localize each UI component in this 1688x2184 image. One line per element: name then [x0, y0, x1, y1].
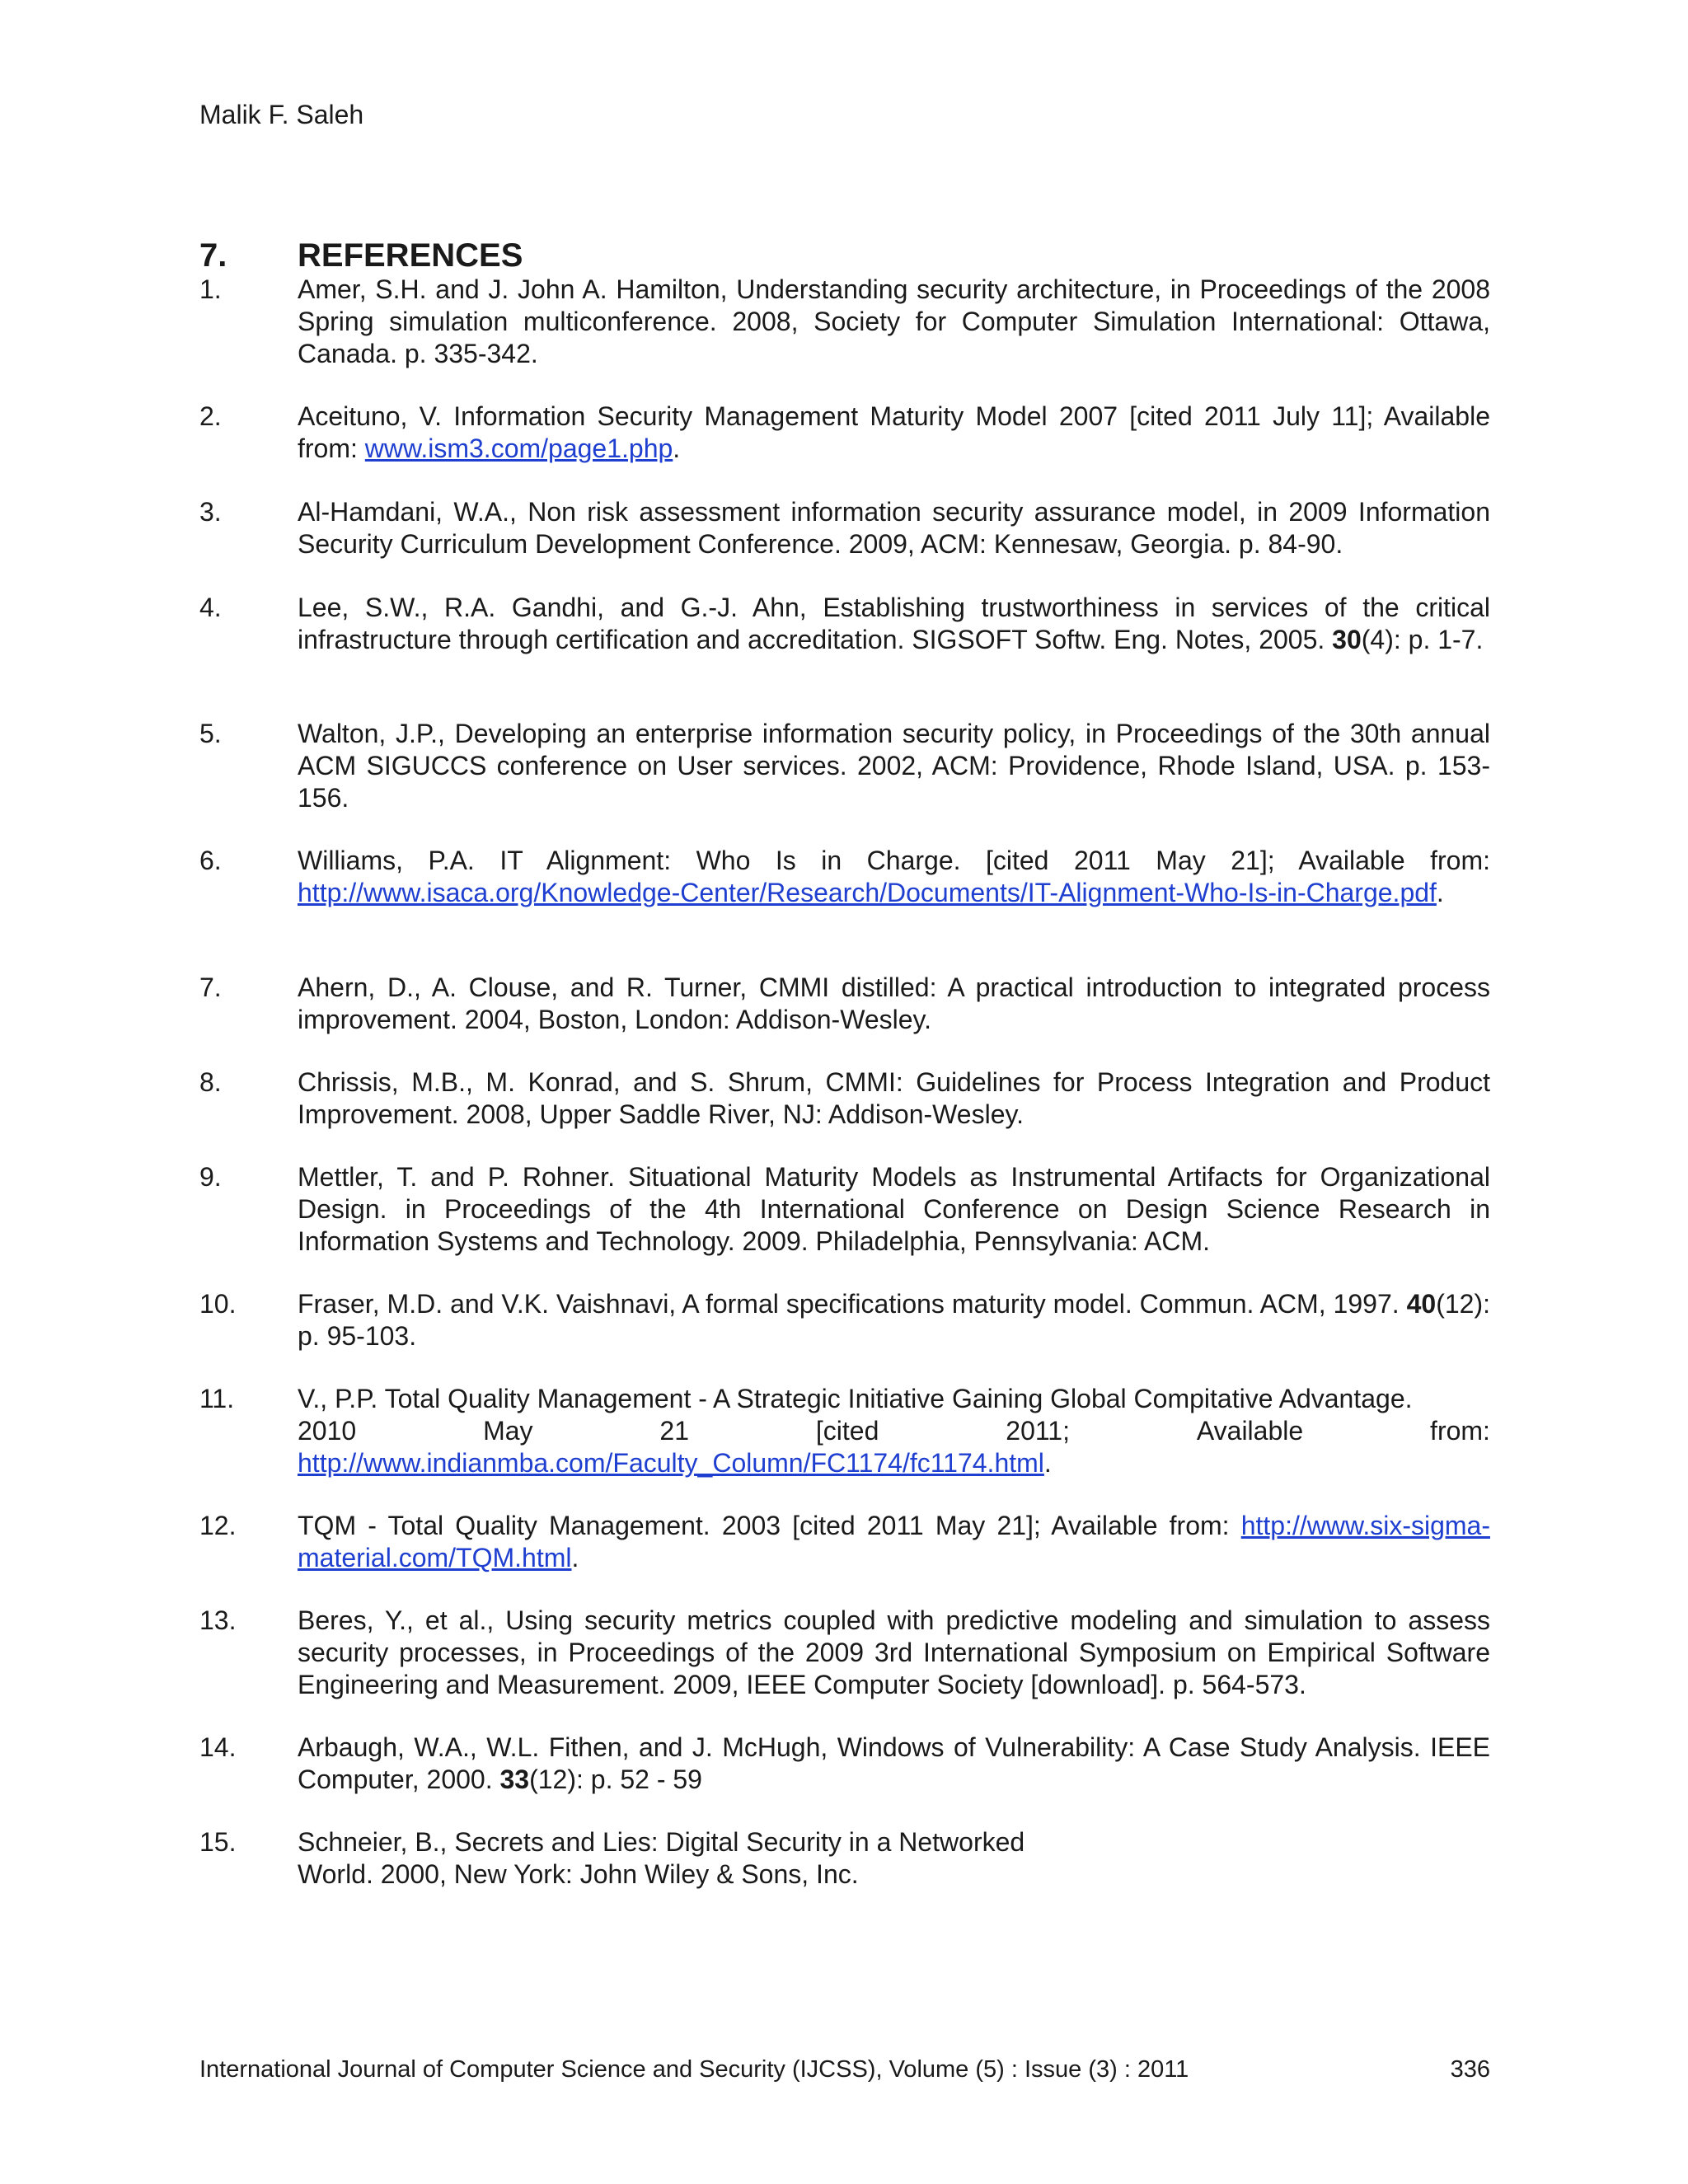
reference-volume: 30: [1332, 625, 1362, 654]
reference-item: [199, 496, 1490, 560]
reference-citation: Williams, P.A. IT Alignment: Who Is in Charge. [cited 2011 May 21]; Available from:: [298, 846, 1490, 875]
reference-word: 2010: [298, 1416, 357, 1446]
reference-item: [199, 1732, 1490, 1796]
reference-suffix: (4): p. 1-7.: [1361, 625, 1484, 654]
reference-word: 2011;: [1006, 1416, 1070, 1446]
reference-text: Walton, J.P., Developing an enterprise information security policy, in Proceedings of the 30th annual ACM SIGUCCS conference on User services. 2002, ACM: Providence, Rhode Island, USA. p. 153-156.: [298, 719, 1490, 813]
reference-text: Al-Hamdani, W.A., Non risk assessment information security assurance model, in 2009 Information Security Curriculum Development Conference. 2009, ACM: Kennesaw, Georgia. p. 84-90.: [298, 497, 1490, 559]
reference-citation: Arbaugh, W.A., W.L. Fithen, and J. McHugh, Windows of Vulnerability: A Case Study Analysis. IEEE Computer, 2000.: [298, 1732, 1490, 1794]
reference-number: 14.: [199, 1732, 237, 1762]
reference-text: [298, 592, 1490, 656]
reference-link[interactable]: http://www.indianmba.com/Faculty_Column/FC1174/fc1174.html: [298, 1448, 1044, 1478]
reference-text: [298, 845, 1490, 909]
reference-number: 2.: [199, 401, 222, 431]
reference-volume: 40: [1406, 1289, 1437, 1319]
reference-item: [199, 1066, 1490, 1131]
reference-number: 10.: [199, 1289, 237, 1319]
page-number: 336: [1450, 2056, 1490, 2083]
reference-item: [199, 972, 1490, 1036]
reference-item: [199, 401, 1490, 465]
reference-citation: V., P.P. Total Quality Management - A Strategic Initiative Gaining Global Compitative Advantage.: [298, 1384, 1413, 1413]
section-number: 7.: [199, 237, 227, 274]
reference-item: [199, 1826, 1490, 1891]
reference-text: Beres, Y., et al., Using security metrics coupled with predictive modeling and simulation to assess security processes, in Proceedings of the 2009 3rd International Symposium on Empirical Software Engineering and Measurement. 2009, IEEE Computer Society [download]. p. 564-573.: [298, 1605, 1490, 1699]
reference-text: [298, 401, 1490, 465]
reference-text: [298, 1826, 1490, 1891]
reference-citation: Aceituno, V. Information Security Management Maturity Model 2007 [cited 2011 July 11]; Available from:: [298, 401, 1490, 463]
reference-line: Schneier, B., Secrets and Lies: Digital Security in a Networked: [298, 1827, 1025, 1857]
reference-number: 7.: [199, 972, 222, 1002]
reference-number: 4.: [199, 593, 222, 622]
reference-text: Ahern, D., A. Clouse, and R. Turner, CMMI distilled: A practical introduction to integrated process improvement. 2004, Boston, London: Addison-Wesley.: [298, 972, 1490, 1034]
running-header-author: Malik F. Saleh: [199, 100, 364, 129]
reference-item: [199, 1288, 1490, 1352]
reference-number: 1.: [199, 274, 222, 304]
reference-text: Amer, S.H. and J. John A. Hamilton, Understanding security architecture, in Proceedings of the 2008 Spring simulation multiconference. 2008, Society for Computer Simulation International: Ottawa, Canada. p. 335-342.: [298, 274, 1490, 368]
reference-citation: Lee, S.W., R.A. Gandhi, and G.-J. Ahn, Establishing trustworthiness in services of the critical infrastructure through certification and accreditation. SIGSOFT Softw. Eng. Notes, 2005.: [298, 593, 1490, 654]
reference-text: Mettler, T. and P. Rohner. Situational Maturity Models as Instrumental Artifacts for Organizational Design. in Proceedings of the 4th International Conference on Design Science Research in Information Systems and Technology. 2009. Philadelphia, Pennsylvania: ACM.: [298, 1162, 1490, 1256]
reference-number: 3.: [199, 497, 222, 527]
reference-spread-line: [298, 1415, 1490, 1447]
reference-word: Available: [1196, 1416, 1304, 1446]
reference-suffix: .: [673, 434, 681, 463]
reference-suffix: .: [571, 1543, 579, 1572]
reference-citation: TQM - Total Quality Management. 2003 [cited 2011 May 21]; Available from:: [298, 1511, 1241, 1540]
reference-item: [199, 1510, 1490, 1574]
reference-text: [298, 1732, 1490, 1796]
reference-item: [199, 592, 1490, 656]
reference-citation: Fraser, M.D. and V.K. Vaishnavi, A formal specifications maturity model. Commun. ACM, 1997.: [298, 1289, 1407, 1319]
reference-text: [298, 1510, 1490, 1574]
reference-link[interactable]: http://www.isaca.org/Knowledge-Center/Research/Documents/IT-Alignment-Who-Is-in-Charge.pdf: [298, 878, 1437, 907]
reference-number: 12.: [199, 1511, 237, 1540]
reference-item: [199, 1161, 1490, 1258]
reference-suffix: .: [1436, 878, 1444, 907]
reference-link[interactable]: www.ism3.com/page1.php: [364, 434, 673, 463]
reference-word: 21: [659, 1416, 690, 1446]
section-title: REFERENCES: [298, 237, 523, 274]
reference-number: 6.: [199, 846, 222, 875]
reference-suffix: (12): p. 52 - 59: [529, 1765, 702, 1794]
reference-text: [298, 1383, 1490, 1479]
reference-text: [298, 1288, 1490, 1352]
reference-suffix: .: [1043, 1448, 1052, 1478]
reference-number: 5.: [199, 719, 222, 748]
reference-word: [cited: [815, 1416, 879, 1446]
reference-word: from:: [1430, 1416, 1490, 1446]
reference-item: [199, 845, 1490, 909]
reference-number: 15.: [199, 1827, 237, 1857]
reference-word: May: [483, 1416, 533, 1446]
reference-number: 8.: [199, 1067, 222, 1097]
reference-number: 11.: [199, 1384, 235, 1413]
reference-volume: 33: [499, 1765, 530, 1794]
reference-item: [199, 718, 1490, 814]
reference-item: [199, 1605, 1490, 1701]
reference-item: [199, 274, 1490, 370]
reference-line: World. 2000, New York: John Wiley & Sons, Inc.: [298, 1859, 859, 1889]
reference-link[interactable]: http://www.six-sigma-material.com/TQM.html: [298, 1511, 1490, 1572]
reference-item: [199, 1383, 1490, 1479]
reference-number: 13.: [199, 1605, 237, 1635]
reference-suffix: (12): p. 95-103.: [298, 1289, 1490, 1351]
reference-number: 9.: [199, 1162, 222, 1192]
reference-text: Chrissis, M.B., M. Konrad, and S. Shrum, CMMI: Guidelines for Process Integration and Product Improvement. 2008, Upper Saddle River, NJ: Addison-Wesley.: [298, 1067, 1490, 1129]
section-heading: [199, 237, 523, 274]
footer-journal-citation: International Journal of Computer Science and Security (IJCSS), Volume (5) : Issue (3) : 2011: [199, 2056, 1189, 2083]
